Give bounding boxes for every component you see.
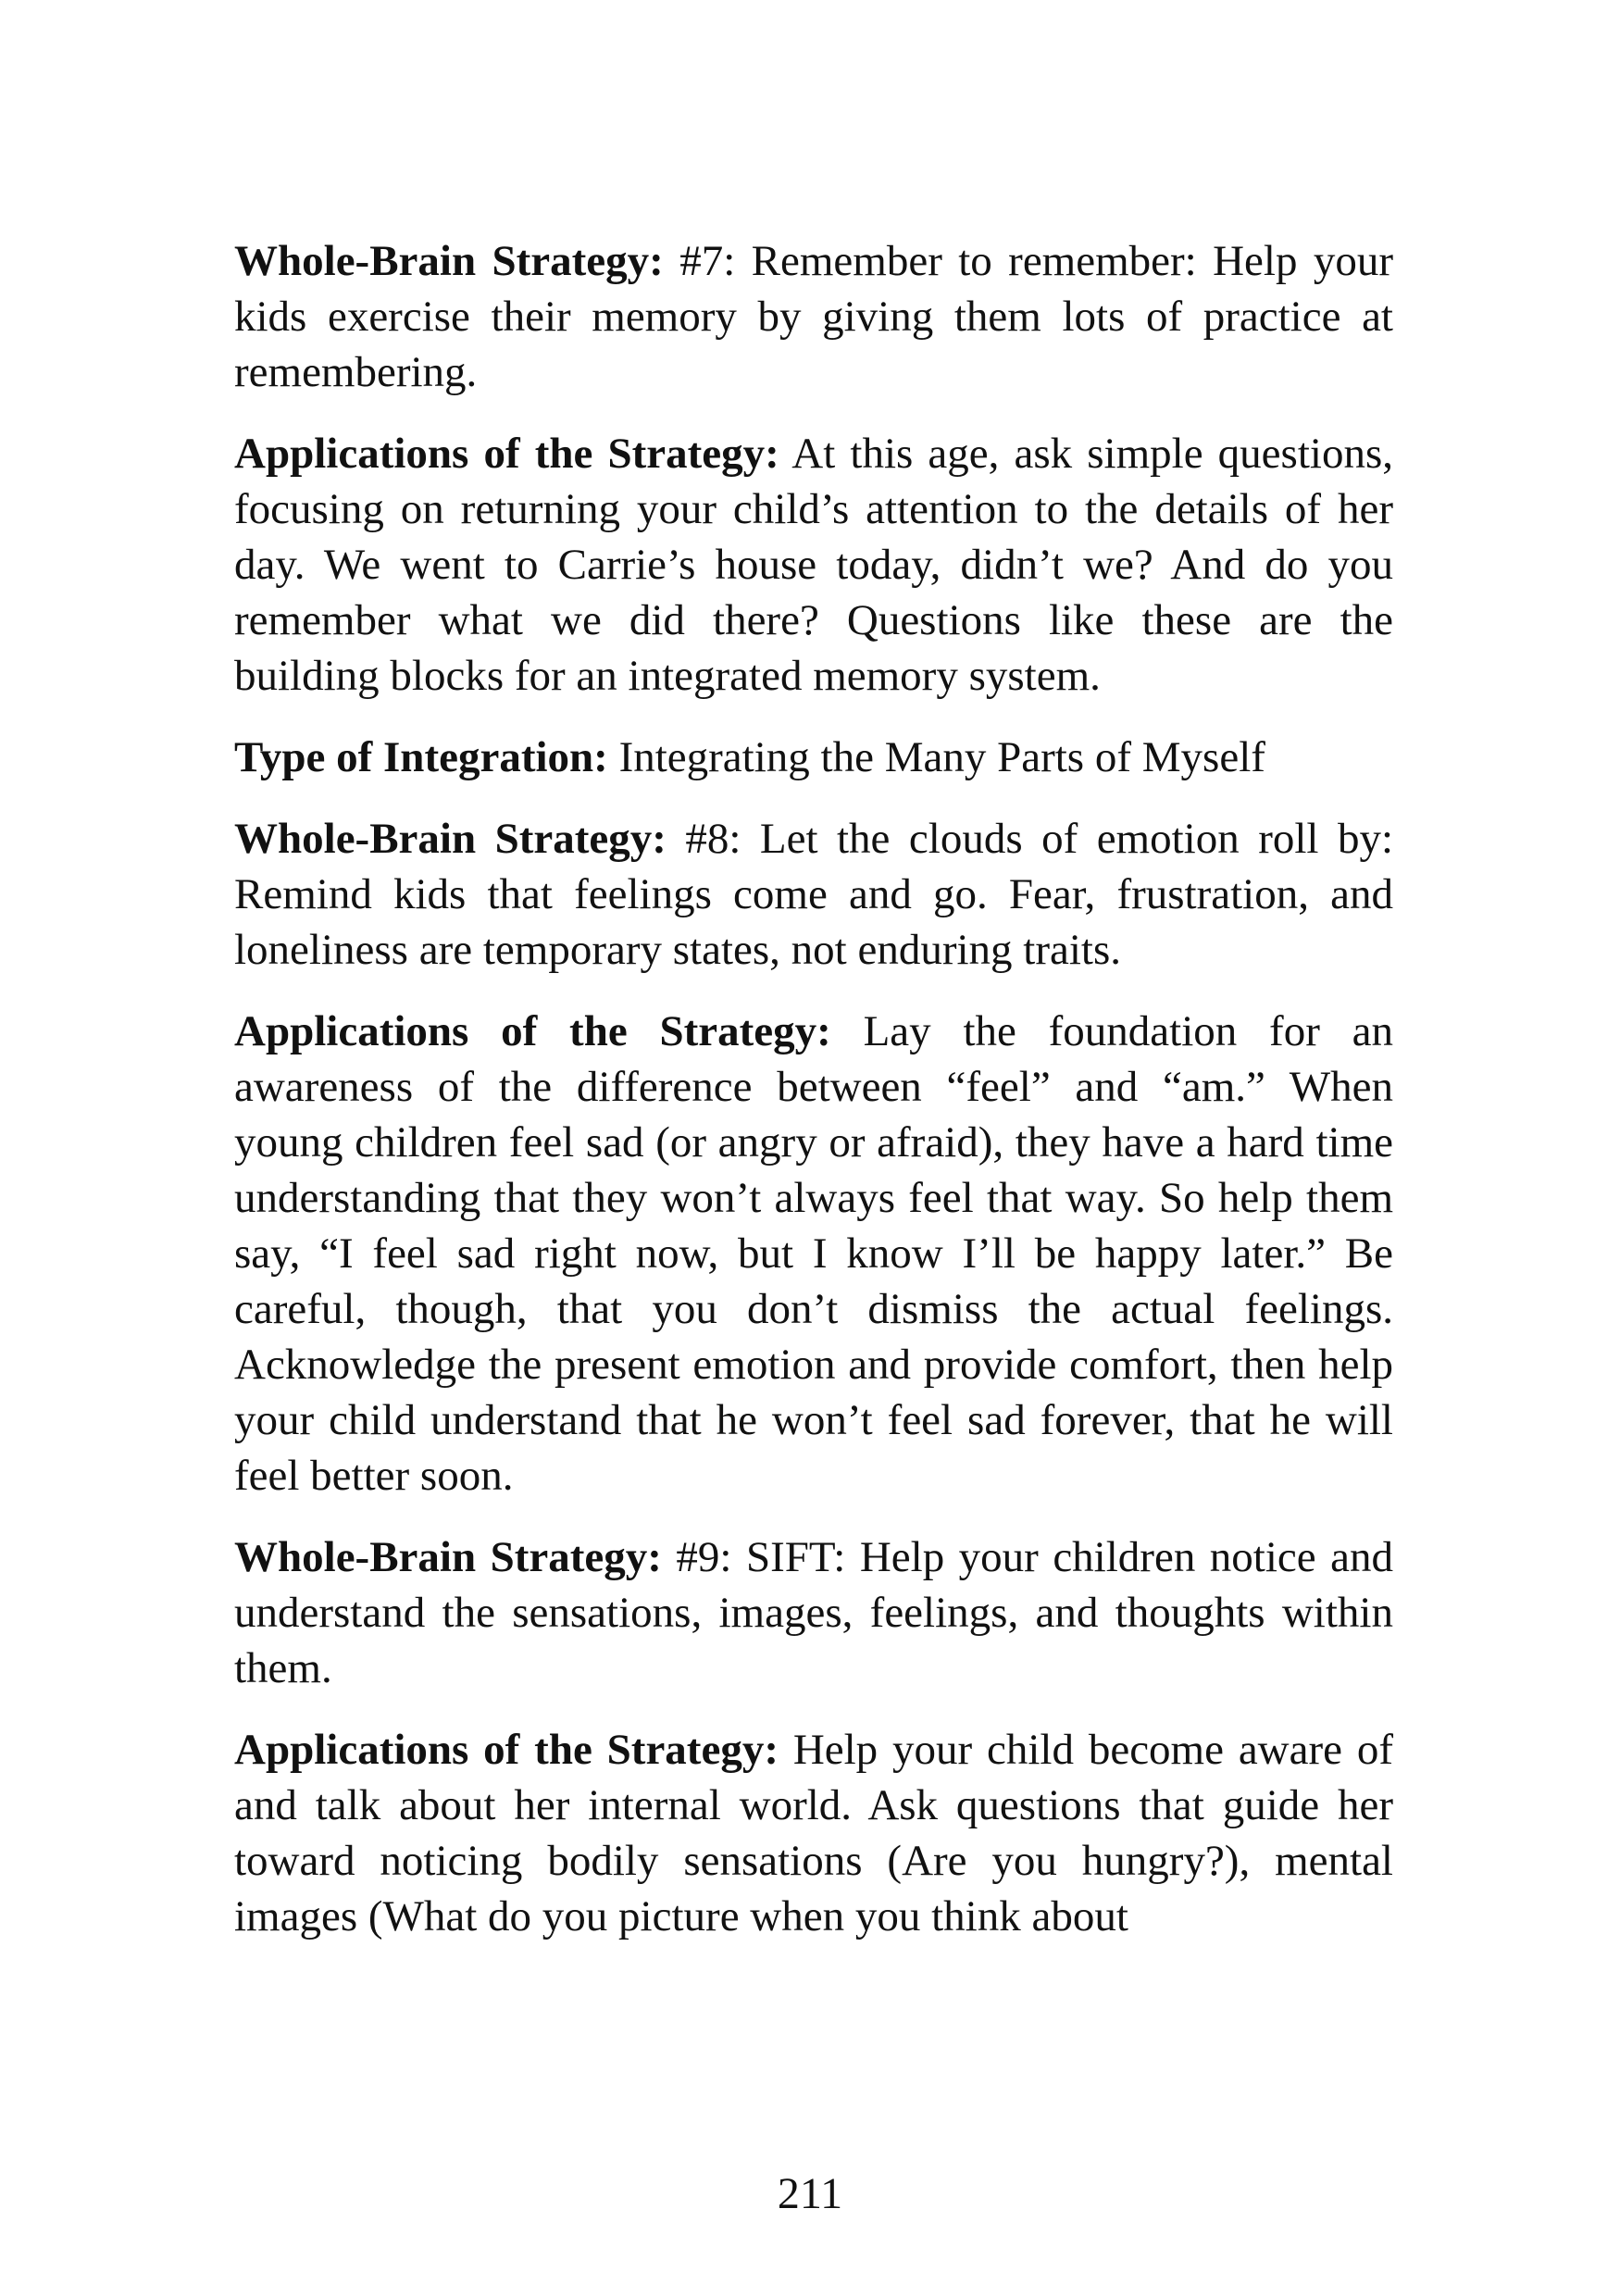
page-body bbox=[234, 233, 1393, 1970]
paragraph-label: Applications of the Strategy: bbox=[234, 1726, 779, 1774]
paragraph-strategy-9 bbox=[234, 1529, 1393, 1696]
paragraph-label: Applications of the Strategy: bbox=[234, 430, 779, 478]
paragraph-application-8 bbox=[234, 1004, 1393, 1504]
paragraph-application-7 bbox=[234, 426, 1393, 704]
paragraph-strategy-8 bbox=[234, 811, 1393, 978]
paragraph-text: #9: SIFT: Help your children notice and understand the sensations, images, feelings, and thoughts within them. bbox=[234, 1533, 1393, 1692]
paragraph-text: Lay the foundation for an awareness of the difference between “feel” and “am.” When young children feel sad (or angry or afraid), they have a hard time understanding that they won’t always feel that way. So help them say, “I feel sad right now, but I know I’ll be happy later.” Be careful, though, that you don’t dismiss the actual feelings. Acknowledge the present emotion and provide comfort, then help your child understand that he won’t feel sad forever, that he will feel better soon. bbox=[234, 1007, 1393, 1500]
paragraph-label: Type of Integration: bbox=[234, 733, 608, 781]
paragraph-application-9 bbox=[234, 1722, 1393, 1944]
paragraph-text: Integrating the Many Parts of Myself bbox=[607, 733, 1265, 781]
paragraph-text: #8: Let the clouds of emotion roll by: Remind kids that feelings come and go. Fear, frustration, and loneliness are temporary states, not enduring traits. bbox=[234, 815, 1393, 974]
paragraph-text: #7: Remember to remember: Help your kids exercise their memory by giving them lots of practice at remembering. bbox=[234, 237, 1394, 396]
paragraph-label: Whole-Brain Strategy: bbox=[234, 237, 664, 285]
paragraph-text: Help your child become aware of and talk about her internal world. Ask questions that guide her toward noticing bodily sensations (Are you hungry?), mental images (What do you picture when you think about bbox=[234, 1726, 1393, 1940]
paragraph-label: Whole-Brain Strategy: bbox=[234, 1533, 662, 1581]
paragraph-strategy-7 bbox=[234, 233, 1393, 400]
paragraph-label: Whole-Brain Strategy: bbox=[234, 815, 667, 863]
paragraph-text: At this age, ask simple questions, focusing on returning your child’s attention to the details of her day. We went to Carrie’s house today, didn’t we? And do you remember what we did there? Questions like these are the building blocks for an integrated memory system. bbox=[234, 430, 1393, 700]
page-number: 211 bbox=[777, 2169, 843, 2218]
paragraph-type-of-integration bbox=[234, 730, 1393, 785]
paragraph-label: Applications of the Strategy: bbox=[234, 1007, 831, 1055]
